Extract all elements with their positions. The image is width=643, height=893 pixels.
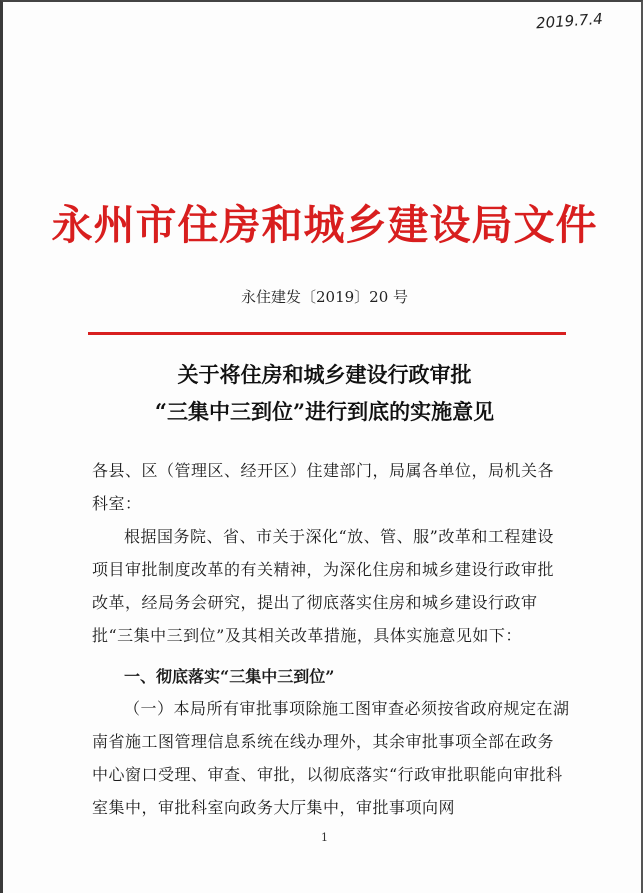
section-heading-1: 一、彻底落实“三集中三到位”	[124, 667, 335, 686]
paragraph-intro: 根据国务院、省、市关于深化“放、管、服”改革和工程建设项目审批制度改革的有关精神，为深化住房和城乡建设行政审批改革，经局务会研究，提出了彻底落实住房和城乡建设行政审批“三集中三到位”及其相关改革措施，具体实施意见如下：	[92, 527, 555, 645]
salutation: 各县、区（管理区、经开区）住建部门，局属各单位，局机关各科室：	[92, 461, 555, 513]
handwritten-date: 2019.7.4	[535, 9, 604, 33]
document-header-title: 永州市住房和城乡建设局文件	[51, 201, 598, 249]
subject-line-2: “三集中三到位”进行到底的实施意见	[154, 399, 495, 424]
red-divider-line	[88, 332, 566, 335]
page-number: 1	[321, 831, 328, 844]
paragraph-1: （一）本局所有审批事项除施工图审查必须按省政府规定在湖南省施工图管理信息系统在线办理外，其余审批事项全部在政务中心窗口受理、审查、审批，以彻底落实“行政审批职能向审批科室集中，审批科室向政务大厅集中，审批事项向网	[92, 699, 570, 817]
document-number: 永住建发〔2019〕20 号	[240, 288, 409, 306]
document-subject	[3, 356, 643, 430]
subject-line-1: 关于将住房和城乡建设行政审批	[177, 362, 472, 387]
